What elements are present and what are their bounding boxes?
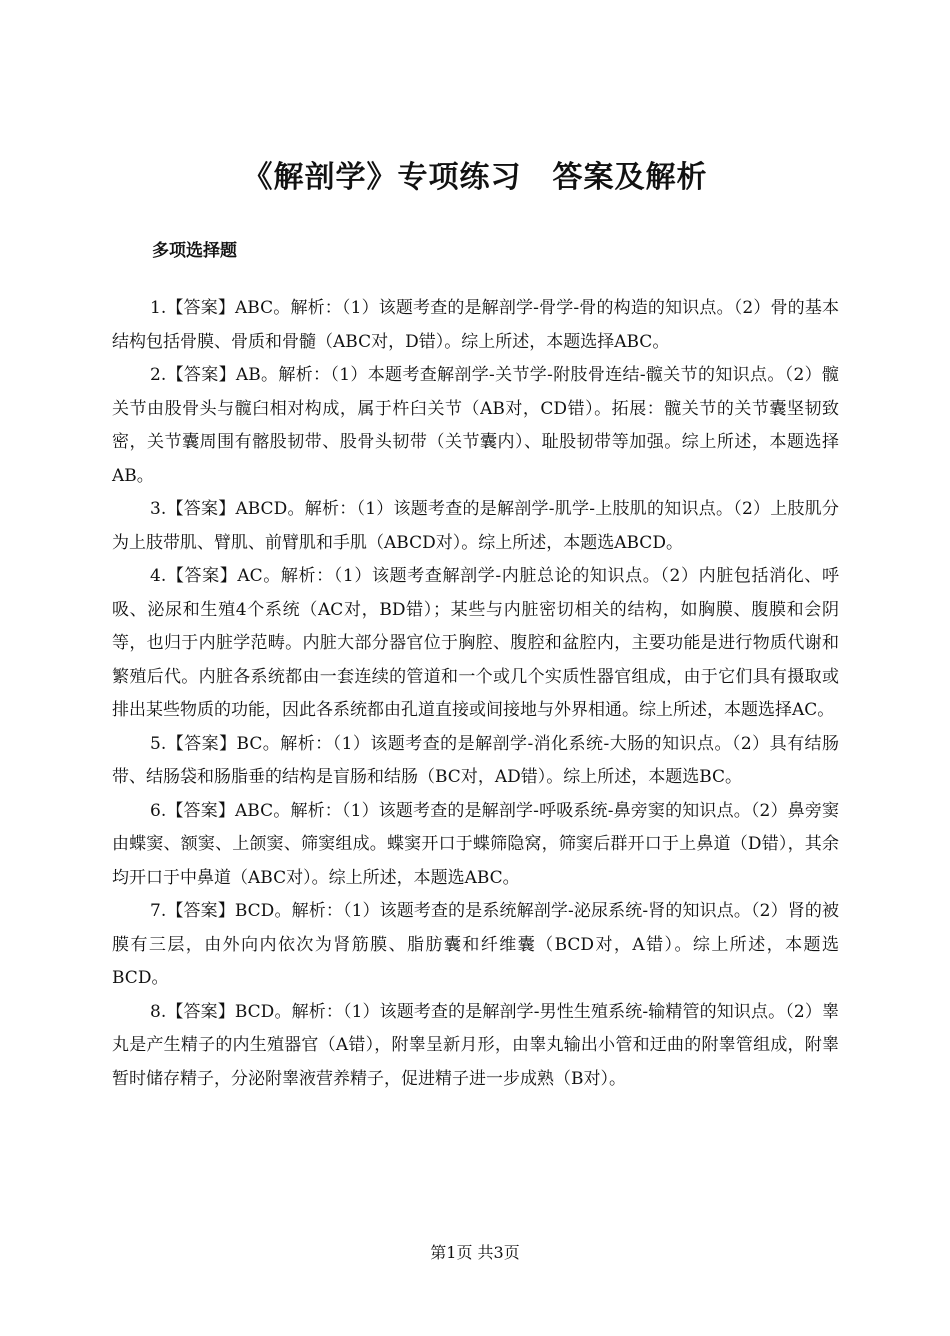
answer-number: 4. <box>150 566 167 586</box>
answer-number: 5. <box>150 733 167 754</box>
answer-number: 2. <box>150 365 167 385</box>
answer-label: 【答案】ABC。 <box>166 298 291 318</box>
answer-label: 【答案】BC。 <box>166 733 281 754</box>
answer-explanation: 解析：（1）该题考查的是解剖学-骨学-骨的构造的知识点。（2）骨的基本结构包括骨膜、骨质和骨髓（ABC对，D错）。综上所述，本题选择ABC。 <box>112 298 840 352</box>
answer-label: 【答案】AC。 <box>166 566 281 586</box>
answer-item-2 <box>112 359 839 493</box>
answer-number: 7. <box>150 901 167 921</box>
answer-explanation: 解析：（1）该题考查解剖学-内脏总论的知识点。（2）内脏包括消化、呼吸、泌尿和生殖4个系统（AC对，BD错）；某些与内脏密切相关的结构，如胸膜、腹膜和会阴等，也归于内脏学范畴。内脏大部分器官位于胸腔、腹腔和盆腔内，主要功能是进行物质代谢和繁殖后代。内脏各系统都由一套连续的管道和一个或几个实质性器官组成，由于它们具有摄取或排出某些物质的功能，因此各系统都由孔道直接或间接地与外界相通。综上所述，本题选择AC。 <box>112 566 839 720</box>
answer-explanation: 解析：（1）该题考查的是系统解剖学-泌尿系统-肾的知识点。（2）肾的被膜有三层，由外向内依次为肾筋膜、脂肪囊和纤维囊（BCD对，A错）。综上所述，本题选BCD。 <box>112 901 839 988</box>
answer-item-3 <box>112 493 839 560</box>
answer-number: 8. <box>150 1001 167 1022</box>
answer-label: 【答案】BCD。 <box>166 901 292 921</box>
answer-explanation: 解析：（1）该题考查的是解剖学-肌学-上肢肌的知识点。（2）上肢肌分为上肢带肌、臂肌、前臂肌和手肌（ABCD对）。综上所述，本题选ABCD。 <box>112 499 839 553</box>
answer-item-5 <box>112 728 839 795</box>
section-heading: 多项选择题 <box>152 241 237 261</box>
answer-explanation: 解析：（1）该题考查的是解剖学-呼吸系统-鼻旁窦的知识点。（2）鼻旁窦由蝶窦、额窦、上颌窦、筛窦组成。蝶窦开口于蝶筛隐窝，筛窦后群开口于上鼻道（D错），其余均开口于中鼻道（ABC对）。综上所述，本题选ABC。 <box>112 800 840 888</box>
answer-explanation: 解析：（1）该题考查的是解剖学-消化系统-大肠的知识点。（2）具有结肠带、结肠袋和肠脂垂的结构是盲肠和结肠（BC对，AD错）。综上所述，本题选BC。 <box>112 733 839 787</box>
answer-label: 【答案】BCD。 <box>166 1001 292 1022</box>
answer-label: 【答案】ABC。 <box>166 800 291 821</box>
page-footer: 第1页 共3页 <box>430 1243 520 1262</box>
answer-number: 1. <box>150 298 167 318</box>
answer-item-4 <box>112 560 839 728</box>
answer-item-8 <box>112 996 839 1097</box>
answer-label: 【答案】AB。 <box>166 365 279 385</box>
answer-item-6 <box>112 795 839 896</box>
document-title: 《解剖学》专项练习 答案及解析 <box>242 160 708 195</box>
answer-number: 3. <box>150 499 167 519</box>
answer-item-1 <box>112 292 839 359</box>
answer-explanation: 解析：（1）该题考查的是解剖学-男性生殖系统-输精管的知识点。（2）睾丸是产生精子的内生殖器官（A错），附睾呈新月形，由睾丸输出小管和迂曲的附睾管组成，附睾暂时储存精子，分泌附睾液营养精子，促进精子进一步成熟（B对）。 <box>112 1001 839 1089</box>
answer-number: 6. <box>150 800 167 821</box>
answer-explanation: 解析：（1）本题考查解剖学-关节学-附肢骨连结-髋关节的知识点。（2）髋关节由股骨头与髋臼相对构成，属于杵臼关节（AB对，CD错）。拓展：髋关节的关节囊坚韧致密，关节囊周围有髂股韧带、股骨头韧带（关节囊内）、耻股韧带等加强。综上所述，本题选择AB。 <box>112 365 839 486</box>
answer-list <box>112 292 839 1096</box>
answer-label: 【答案】ABCD。 <box>166 499 305 519</box>
answer-item-7 <box>112 895 839 996</box>
